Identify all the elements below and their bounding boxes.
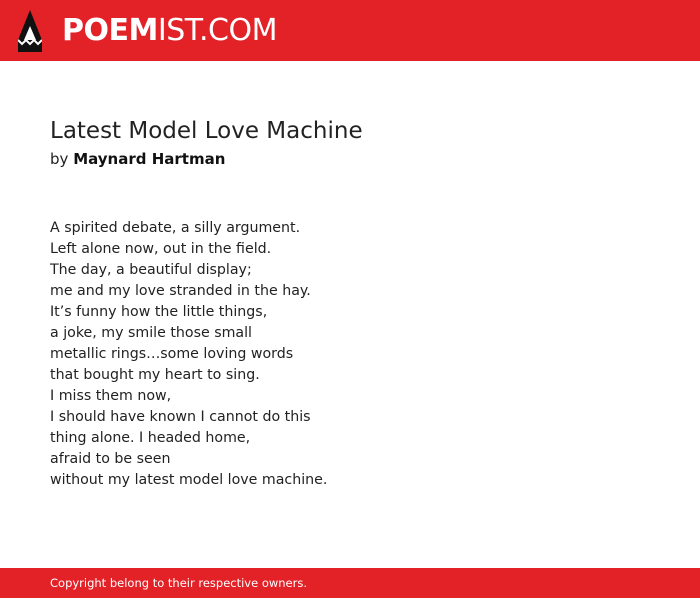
poem-line-7: metallic rings…some loving words xyxy=(50,346,294,362)
poem-line-10: I should have known I cannot do this xyxy=(50,409,311,425)
site-logo-link[interactable] xyxy=(18,10,277,52)
copyright-text: Copyright belong to their respective owners. xyxy=(50,576,308,590)
poem-line-5: It’s funny how the little things, xyxy=(50,304,268,320)
poem-line-2: Left alone now, out in the field. xyxy=(50,241,272,257)
site-header xyxy=(0,0,700,61)
logo-light-text: IST.COM xyxy=(157,13,277,48)
poem-line-6: a joke, my smile those small xyxy=(50,325,252,341)
poem-line-8: that bought my heart to sing. xyxy=(50,367,260,383)
poem-title: Latest Model Love Machine xyxy=(50,118,363,144)
poem-line-1: A spirited debate, a silly argument. xyxy=(50,220,301,236)
site-footer xyxy=(0,568,700,598)
by-label: by xyxy=(50,150,69,168)
poem-line-3: The day, a beautiful display; xyxy=(50,262,252,278)
logo-strong-text: POEM xyxy=(62,13,158,48)
poem-line-4: me and my love stranded in the hay. xyxy=(50,283,311,299)
poem-line-13: without my latest model love machine. xyxy=(50,472,328,488)
poem-text xyxy=(50,218,470,491)
poem-author: Maynard Hartman xyxy=(73,150,226,168)
poem-line-9: I miss them now, xyxy=(50,388,172,404)
pencil-icon xyxy=(18,10,42,52)
poem-line-11: thing alone. I headed home, xyxy=(50,430,251,446)
site-logo-text xyxy=(62,10,277,52)
poem-byline xyxy=(50,148,225,170)
poem-line-12: afraid to be seen xyxy=(50,451,171,467)
